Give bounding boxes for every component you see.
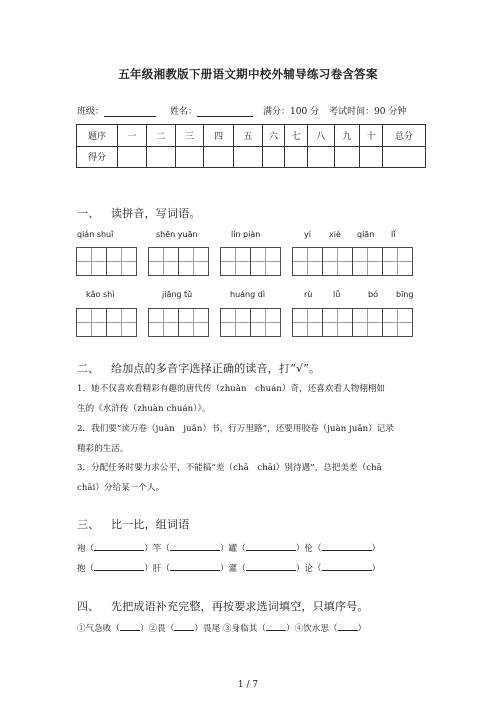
score-cell[interactable]	[285, 146, 308, 168]
writing-grid-5[interactable]	[76, 308, 137, 337]
score-table-header-row	[77, 125, 426, 147]
idiom-text: ）④饮水思（	[286, 624, 338, 634]
score-cell[interactable]	[234, 146, 263, 168]
header-cell: 一	[118, 125, 147, 147]
question-line: chāi）分给某一个人。	[77, 483, 165, 493]
score-cell[interactable]	[146, 146, 175, 168]
score-cell[interactable]	[262, 146, 285, 168]
answer-blank[interactable]	[266, 622, 286, 631]
class-label: 班级：	[77, 107, 105, 117]
name-label: 姓名：	[170, 107, 198, 117]
header-cell: 五	[234, 125, 263, 147]
score-cell[interactable]	[175, 146, 204, 168]
pinyin-label: huáng dì	[230, 290, 266, 299]
header-cell: 二	[146, 125, 175, 147]
score-cell[interactable]	[334, 146, 360, 168]
pinyin-label: yí	[304, 230, 311, 239]
header-cell: 八	[307, 125, 334, 147]
section1-number: 一、	[77, 207, 100, 220]
student-info-row	[77, 104, 437, 117]
score-cell[interactable]	[118, 146, 147, 168]
answer-blank[interactable]	[94, 542, 144, 551]
header-cell: 题序	[77, 125, 118, 147]
pinyin-label: xiè	[329, 230, 341, 239]
section2-title: 给加点的多音字选择正确的读音，打“√”。	[111, 362, 321, 375]
pinyin-label: bīng	[396, 290, 414, 299]
idiom-text: ）畏尾 ③身临其（	[194, 624, 267, 634]
idiom-text: ）②畏（	[140, 624, 175, 634]
pinyin-label: qián shuǐ	[77, 230, 114, 239]
writing-grid-6[interactable]	[148, 308, 209, 337]
score-cell[interactable]	[307, 146, 334, 168]
full-score-label: 满分：100 分	[263, 107, 320, 117]
pinyin-label: lǐ	[391, 230, 396, 239]
answer-blank[interactable]	[170, 562, 220, 571]
score-table-score-row	[77, 146, 426, 168]
question-line: 精彩的生活。	[77, 444, 129, 454]
question-line: 1．她不仅喜欢看精彩有趣的唐代传（zhuàn chuán）奇，还喜欢看人物栩栩如	[77, 384, 386, 394]
header-cell: 总分	[382, 125, 425, 147]
header-cell: 九	[334, 125, 360, 147]
score-cell[interactable]	[382, 146, 425, 168]
writing-grid-3[interactable]	[220, 247, 281, 276]
section2-heading	[77, 360, 320, 376]
header-cell: 四	[204, 125, 234, 147]
section4-title: 先把成语补充完整，再按要求选词填空，只填序号。	[111, 600, 369, 613]
header-cell: 十	[360, 125, 383, 147]
word-char: ）论（	[295, 564, 322, 574]
answer-blank[interactable]	[94, 562, 144, 571]
word-char: ）伦（	[295, 544, 322, 554]
idiom-text: ）	[357, 624, 367, 634]
writing-grid-4[interactable]	[292, 247, 413, 276]
compare-row-1	[77, 542, 380, 554]
page-title: 五年级湘教版下册语文期中校外辅导练习卷含答案	[118, 67, 378, 81]
word-char: ）肝（	[144, 564, 171, 574]
section3-number: 三、	[77, 518, 100, 531]
header-cell: 七	[285, 125, 308, 147]
writing-grid-7[interactable]	[220, 308, 281, 337]
idiom-text: ①气急败（	[77, 624, 121, 634]
pinyin-label: lǚ	[333, 290, 341, 299]
word-char: ）竿（	[144, 544, 171, 554]
question-line: 2．我们要“读万卷（juàn juǎn）书，行万里路”，还要用胶卷（juàn juǎn）记录	[77, 424, 395, 434]
pinyin-label: shēn yuān	[156, 230, 198, 239]
score-row-label: 得分	[77, 146, 118, 168]
writing-grid-1[interactable]	[76, 247, 137, 276]
pinyin-label: kǎo shì	[86, 290, 115, 299]
answer-blank[interactable]	[338, 622, 358, 631]
writing-grid-8[interactable]	[292, 308, 413, 337]
section3-heading	[77, 516, 189, 532]
word-char: ）	[371, 564, 381, 574]
answer-blank[interactable]	[170, 542, 220, 551]
answer-blank[interactable]	[246, 562, 296, 571]
header-cell: 三	[175, 125, 204, 147]
word-char: 袍（	[77, 544, 95, 554]
word-char: 抱（	[77, 564, 95, 574]
answer-blank[interactable]	[322, 562, 372, 571]
section1-heading	[77, 205, 201, 221]
section3-title: 比一比，组词语	[111, 518, 190, 531]
pinyin-label: rù	[304, 290, 313, 299]
section2-number: 二、	[77, 362, 100, 375]
word-char: ）罐（	[220, 544, 246, 554]
answer-blank[interactable]	[246, 542, 296, 551]
pinyin-label: bó	[368, 290, 378, 299]
header-cell: 六	[262, 125, 285, 147]
score-table	[76, 124, 426, 168]
compare-row-2	[77, 562, 380, 574]
page-number: 1 / 7	[237, 680, 259, 690]
class-blank[interactable]	[104, 106, 156, 117]
section4-heading	[77, 598, 369, 614]
word-char: ）灌（	[220, 564, 246, 574]
question-line: 生的《水浒传（zhuàn chuán）》。	[77, 404, 211, 414]
answer-blank[interactable]	[322, 542, 372, 551]
score-cell[interactable]	[204, 146, 234, 168]
question-line: 3．分配任务时要力求公平，不能搞“差（chā chāi）别待遇”，总把美差（chā	[77, 463, 382, 473]
pinyin-label: jiāng tǔ	[162, 290, 193, 299]
score-cell[interactable]	[360, 146, 383, 168]
idiom-row	[77, 622, 366, 634]
section1-title: 读拼音，写词语。	[111, 207, 201, 220]
pinyin-label: lín piàn	[231, 230, 261, 239]
pinyin-label: qiān	[357, 230, 375, 239]
answer-blank[interactable]	[120, 622, 140, 631]
exam-time-label: 考试时间：90 分钟	[329, 107, 407, 117]
word-char: ）	[371, 544, 381, 554]
section4-number: 四、	[77, 600, 100, 613]
name-blank[interactable]	[197, 106, 253, 117]
writing-grid-2[interactable]	[148, 247, 209, 276]
answer-blank[interactable]	[174, 622, 194, 631]
